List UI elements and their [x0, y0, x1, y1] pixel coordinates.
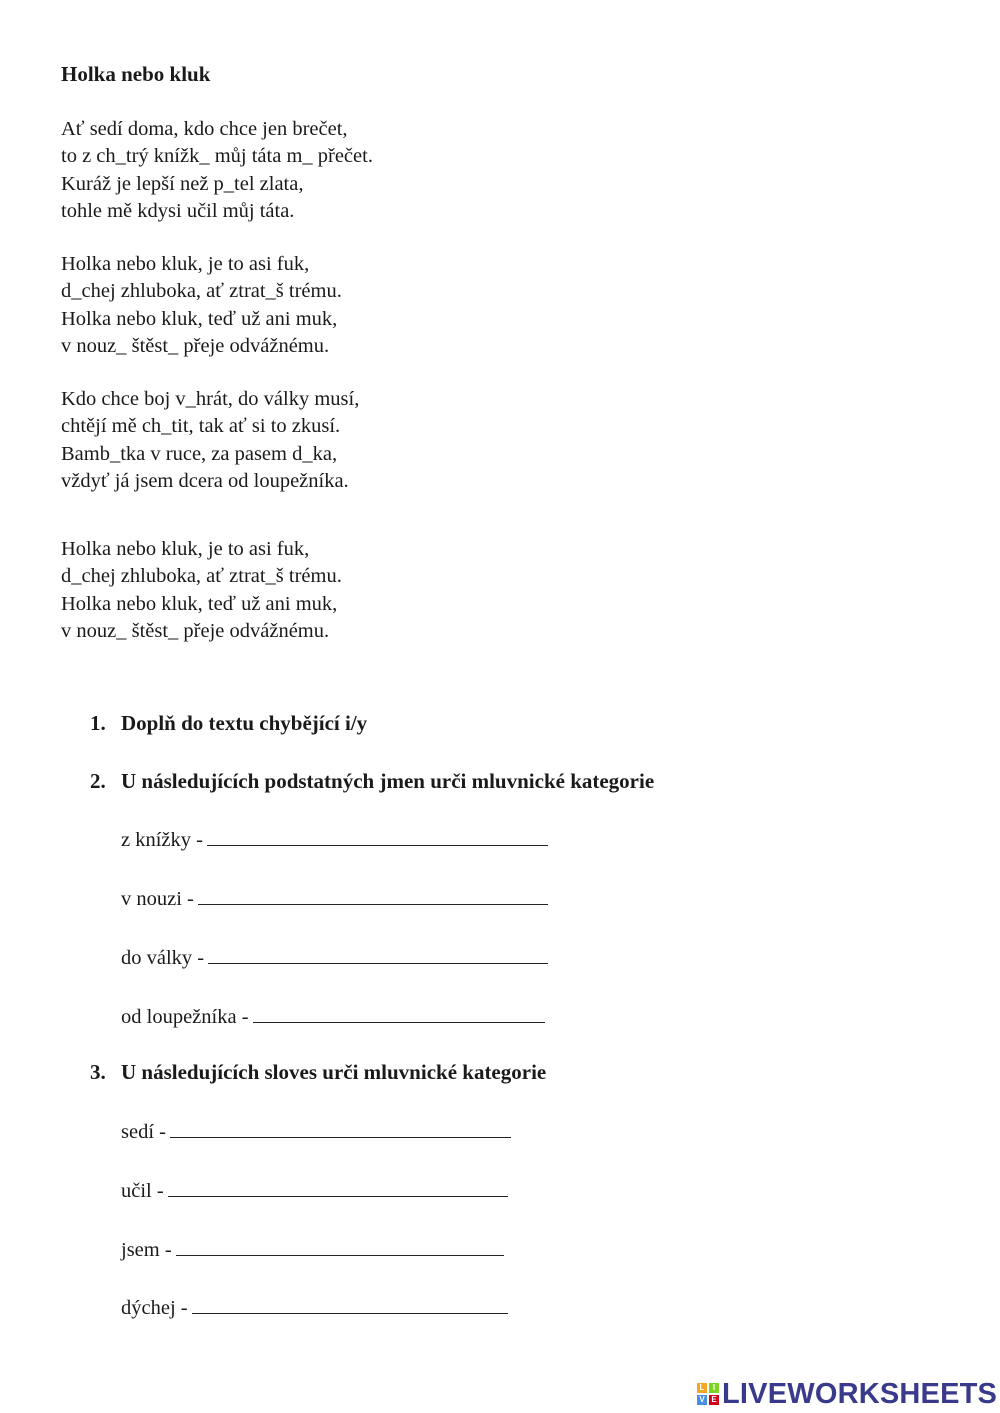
poem-line: Holka nebo kluk, teď už ani muk, [61, 592, 338, 615]
verb-answer-row [121, 1176, 508, 1205]
logo-icon [697, 1383, 719, 1405]
answer-label: dýchej - [121, 1297, 188, 1319]
answer-label: z knížky - [121, 829, 203, 851]
logo-tile: E [709, 1395, 719, 1405]
poem-line: d_chej zhluboka, ať ztrat_š trému. [61, 565, 342, 588]
answer-blank[interactable] [198, 884, 548, 905]
poem-line: Kdo chce boj v_hrát, do války musí, [61, 388, 360, 410]
answer-label: sedí - [121, 1121, 166, 1143]
logo-tile: L [697, 1383, 707, 1393]
poem-line: Ať sedí doma, kdo chce jen brečet, [61, 118, 348, 140]
logo-tile: I [709, 1383, 719, 1393]
answer-blank[interactable] [207, 825, 548, 846]
answer-blank[interactable] [168, 1176, 508, 1197]
task-number: 1. [90, 711, 106, 735]
poem-line: Holka nebo kluk, teď už ani muk, [61, 307, 338, 330]
noun-answer-row [121, 825, 548, 854]
answer-blank[interactable] [192, 1293, 508, 1314]
task-3 [90, 1058, 546, 1086]
poem-line: to z ch_trý knížk_ můj táta m_ přečet. [61, 145, 373, 168]
poem-line: v nouz_ štěst_ přeje odvážnému. [61, 619, 330, 642]
logo-tile: V [697, 1395, 707, 1405]
task-text: U následujících podstatných jmen urči mluvnické kategorie [121, 769, 655, 793]
answer-blank[interactable] [253, 1002, 545, 1023]
poem-line: Holka nebo kluk, je to asi fuk, [61, 538, 310, 560]
stanza-1 [61, 116, 373, 225]
task-number: 3. [90, 1060, 106, 1084]
verb-answer-row [121, 1235, 504, 1264]
page-title: Holka nebo kluk [61, 62, 211, 86]
answer-label: jsem - [121, 1239, 172, 1261]
poem-line: chtějí mě ch_tit, tak ať si to zkusí. [61, 415, 341, 438]
poem-line: Kuráž je lepší než p_tel zlata, [61, 172, 304, 195]
answer-blank[interactable] [176, 1235, 504, 1256]
answer-label: do války - [121, 947, 205, 969]
poem-line: vždyť já jsem dcera od loupežníka. [61, 469, 349, 492]
answer-blank[interactable] [208, 943, 548, 964]
noun-answer-row [121, 884, 548, 913]
poem-line: d_chej zhluboka, ať ztrat_š trému. [61, 280, 342, 303]
stanza-4 [61, 536, 342, 645]
task-1 [90, 709, 367, 737]
stanza-2 [61, 251, 342, 360]
poem-line: Holka nebo kluk, je to asi fuk, [61, 253, 310, 275]
noun-answer-row [121, 1002, 545, 1031]
liveworksheets-logo[interactable] [697, 1379, 997, 1409]
task-text: U následujících sloves urči mluvnické kategorie [121, 1060, 547, 1084]
logo-text: LIVEWORKSHEETS [722, 1377, 998, 1410]
task-number: 2. [90, 769, 106, 793]
poem-line: tohle mě kdysi učil můj táta. [61, 199, 295, 222]
poem-line: Bamb_tka v ruce, za pasem d_ka, [61, 442, 338, 465]
answer-label: v nouzi - [121, 888, 194, 910]
answer-blank[interactable] [170, 1117, 511, 1138]
answer-label: učil - [121, 1180, 164, 1202]
noun-answer-row [121, 943, 548, 972]
stanza-3 [61, 386, 359, 495]
verb-answer-row [121, 1117, 511, 1146]
verb-answer-row [121, 1293, 508, 1322]
poem-line: v nouz_ štěst_ přeje odvážnému. [61, 334, 330, 357]
task-text: Doplň do textu chybějící i/y [121, 711, 368, 735]
task-2 [90, 767, 654, 795]
answer-label: od loupežníka - [121, 1006, 249, 1028]
